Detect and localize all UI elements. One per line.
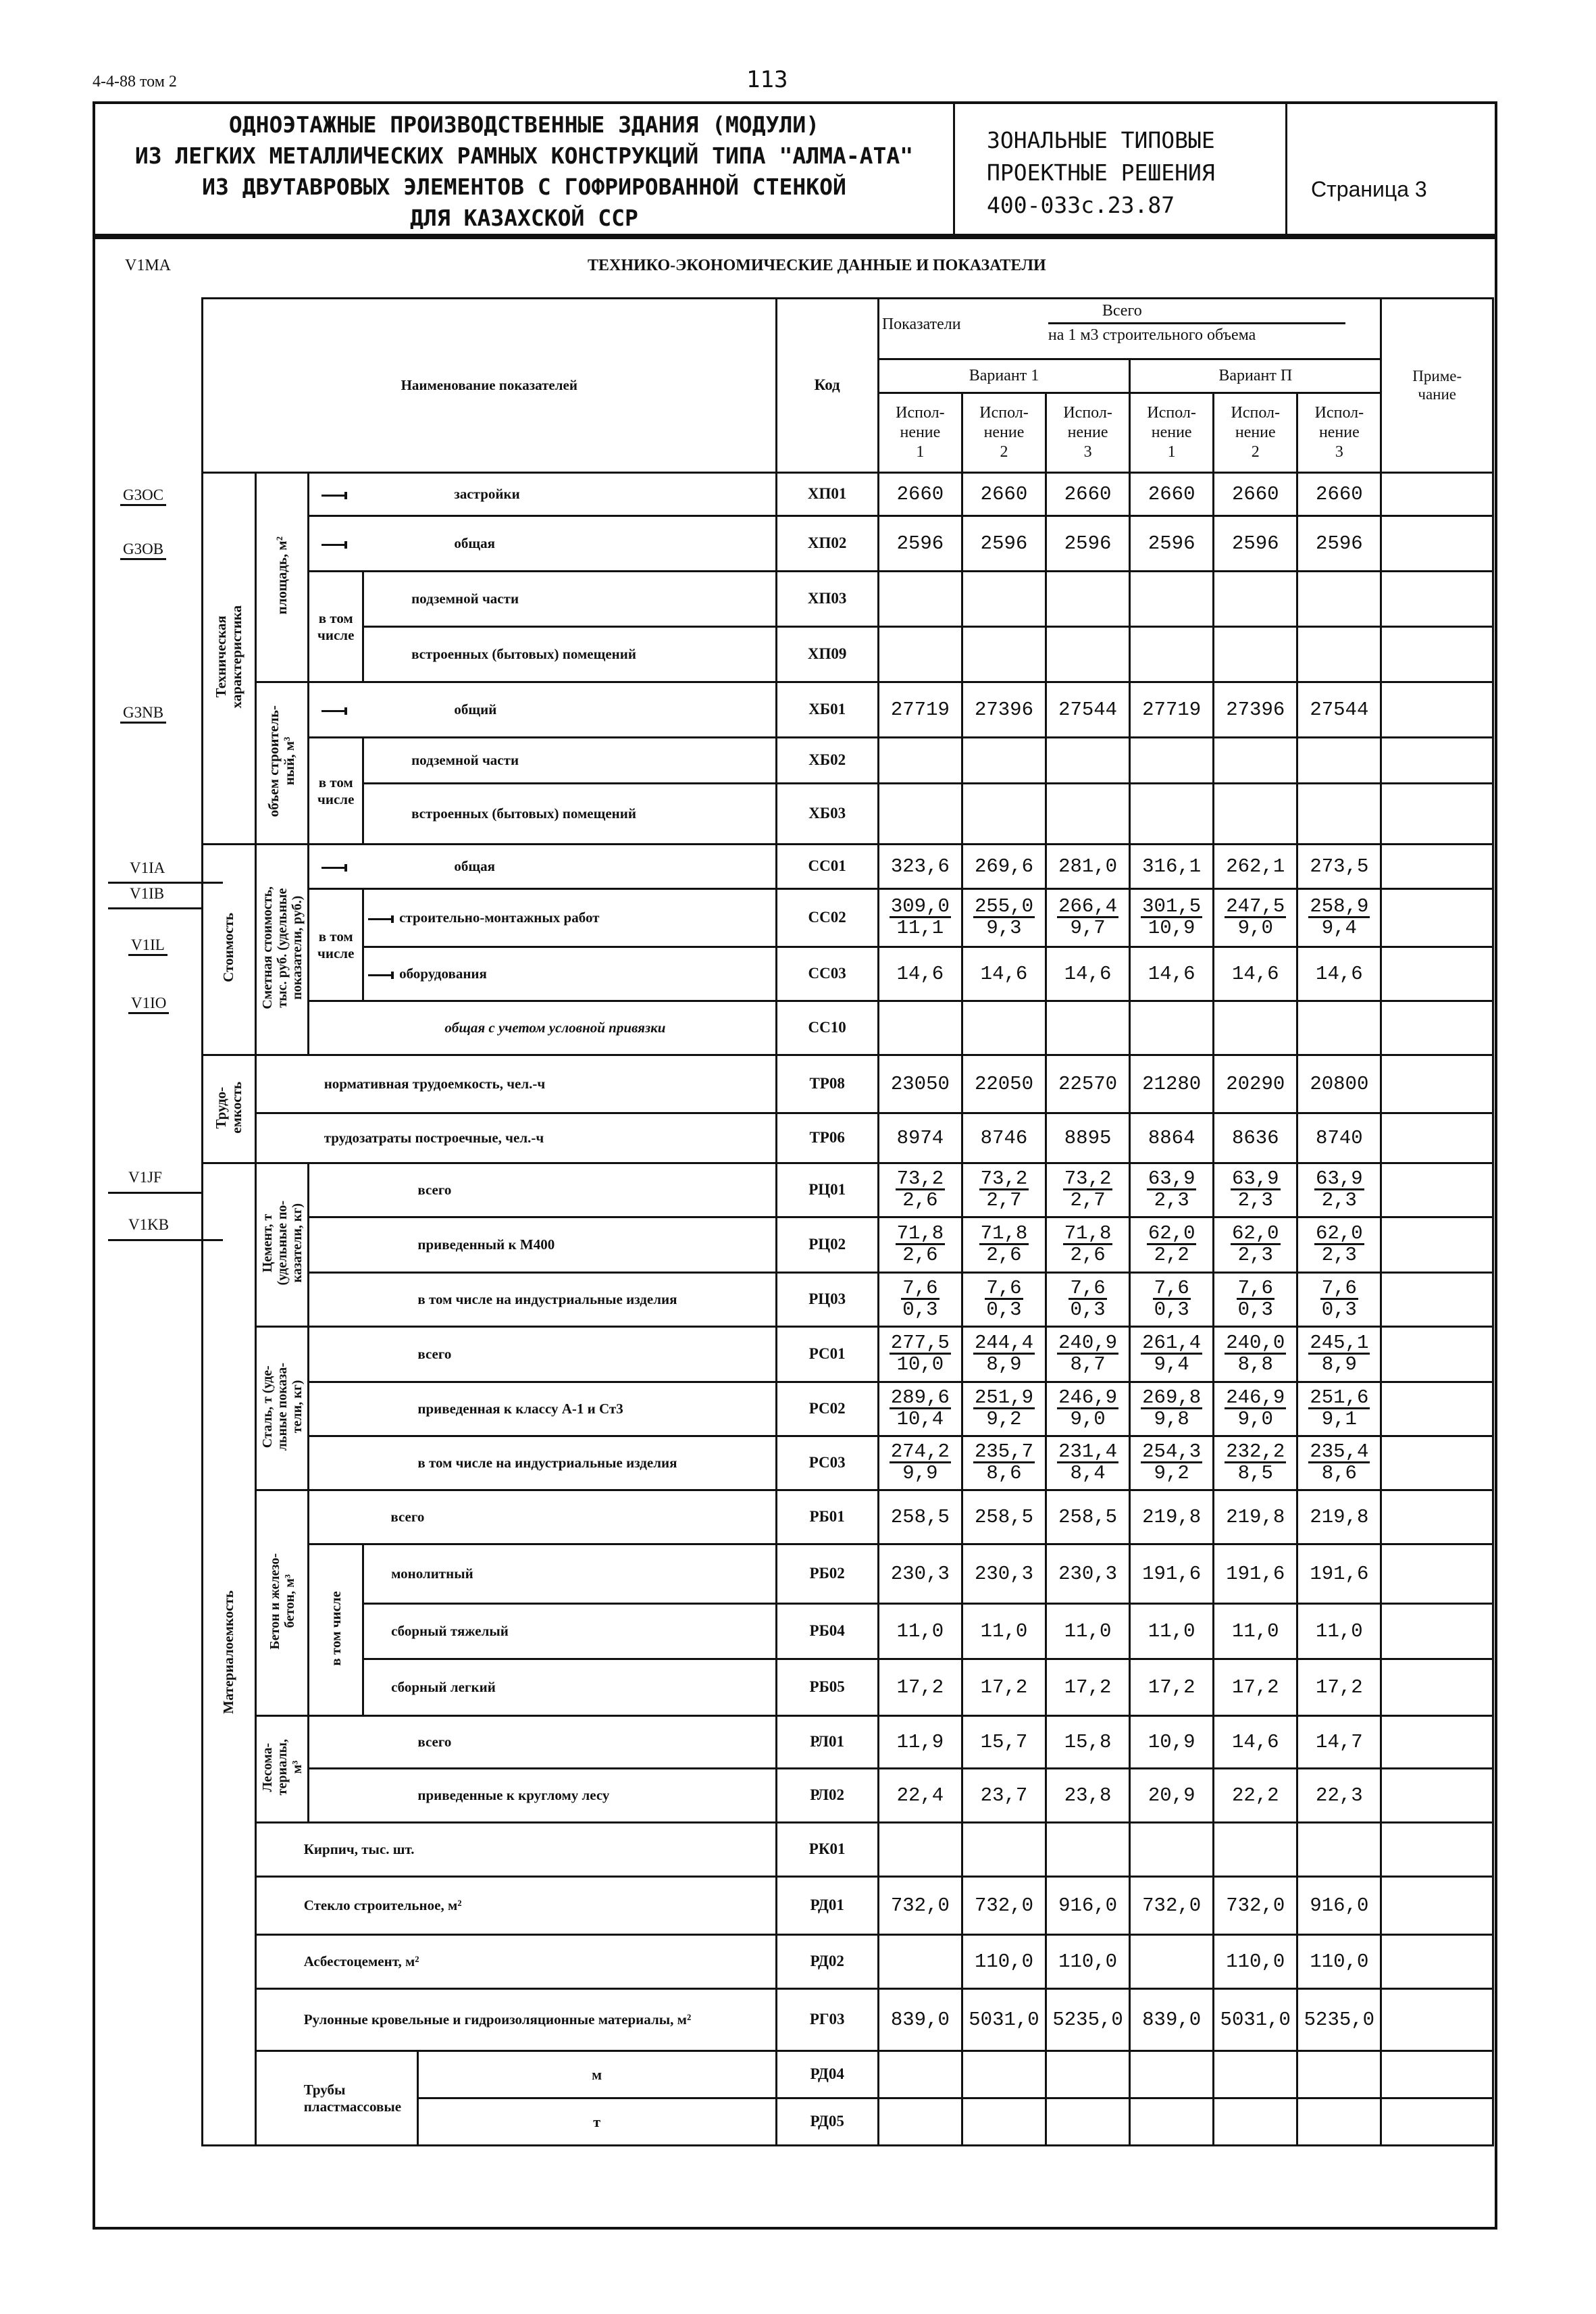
header-exec: Испол- нение 3 xyxy=(1297,393,1381,473)
table-row: общая с учетом условной привязки СС10 xyxy=(203,1001,1493,1055)
table-row: встроенных (бытовых) помещений ХП09 xyxy=(203,627,1493,682)
table-row: Трудо- емкость нормативная трудоемкость, чел.-ч ТР08 23050 22050 22570 21280 20290 20800 xyxy=(203,1055,1493,1113)
table-row: оборудования СС03 14,6 14,6 14,6 14,6 14,6 14,6 xyxy=(203,947,1493,1001)
table-row: Бетон и железо- бетон, м³ всего РБ01 258,5 258,5 258,5 219,8 219,8 219,8 xyxy=(203,1490,1493,1544)
table-row: Рулонные кровельные и гидроизоляционные материалы, м² РГ03 839,0 5031,0 5235,0 839,0 5031,0 5235,0 xyxy=(203,1989,1493,2051)
table-row: приведенная к классу А-1 и Ст3 РС02 $\frac{289,6}{10,4}$ $\frac{251,9}{9,2}$ $\frac{246,9}{9,0}$ $\frac{269,8}{9,8}$ $\frac{246,9}{9,0}$ $\frac{251,6}{9,1}$ xyxy=(203,1382,1493,1436)
group-timber: Лесома- териалы, м³ xyxy=(255,1716,309,1823)
side-code: V1IA xyxy=(130,859,165,876)
tech-economic-table xyxy=(201,297,1494,2146)
table-row: трудозатраты построечные, чел.-ч ТР06 8974 8746 8895 8864 8636 8740 xyxy=(203,1113,1493,1163)
table-row: приведенный к М400 РЦ02 $\frac{71,8}{2,6}$ $\frac{71,8}{2,6}$ $\frac{71,8}{2,6}$ $\frac{62,0}{2,2}$ $\frac{62,0}{2,3}$ $\frac{62,0}{2,3}$ xyxy=(203,1217,1493,1273)
table-row: сборный легкий РБ05 17,2 17,2 17,2 17,2 17,2 17,2 xyxy=(203,1659,1493,1716)
header-name: Наименование показателей xyxy=(203,299,777,473)
header-code: Код xyxy=(776,299,878,473)
table-row: приведенные к круглому лесу РЛ02 22,4 23,7 23,8 20,9 22,2 22,3 xyxy=(203,1769,1493,1823)
table-row: в том числе строительно-монтажных работ СС02 $\frac{309,0}{11,1}$ $\frac{255,0}{9,3}$ $\frac{266,4}{9,7}$ $\frac{301,5}{10,9}$ $\frac{247,5}{9,0}$ $\frac{258,9}{9,4}$ xyxy=(203,889,1493,947)
side-code: V1JF xyxy=(128,1169,162,1186)
table-row: встроенных (бытовых) помещений ХБ03 xyxy=(203,784,1493,845)
title-block xyxy=(93,101,1497,236)
doc-reference: 4-4-88 том 2 xyxy=(93,73,177,91)
incl-label: в том числе xyxy=(309,572,363,682)
side-code: V1KB xyxy=(128,1216,170,1233)
header-note: Приме- чание xyxy=(1381,299,1493,473)
side-code: G3OC xyxy=(120,486,166,506)
page-label: Страница 3 xyxy=(1311,177,1427,201)
incl-vert-label: в том числе xyxy=(309,1544,363,1716)
table-row: Техническая характеристика площадь, м² застройки ХП01 2660 2660 2660 2660 2660 2660 xyxy=(203,473,1493,516)
side-code: V1IB xyxy=(130,885,165,902)
table-row: Кирпич, тыс. шт. РК01 xyxy=(203,1823,1493,1877)
header-variant2: Вариант П xyxy=(1130,359,1381,393)
table-row: сборный тяжелый РБ04 11,0 11,0 11,0 11,0 11,0 11,0 xyxy=(203,1604,1493,1659)
side-code: G3OB xyxy=(120,540,166,560)
header-exec: Испол- нение 1 xyxy=(1130,393,1214,473)
table-row: Трубы пластмассовые м РД04 xyxy=(203,2051,1493,2098)
incl-label: в том числе xyxy=(309,738,363,845)
table-row: т РД05 xyxy=(203,2098,1493,2146)
group-labor: Трудо- емкость xyxy=(203,1055,256,1163)
table-row: в том числе подземной части ХБ02 xyxy=(203,738,1493,784)
incl-label: в том числе xyxy=(309,889,363,1001)
group-steel: Сталь, т (уде- льные показа- тели, кг) xyxy=(255,1327,309,1490)
header-variant1: Вариант 1 xyxy=(878,359,1129,393)
table-row: в том числе на индустриальные изделия РЦ03 $\frac{7,6}{0,3}$ $\frac{7,6}{0,3}$ $\frac{7,6}{0,3}$ $\frac{7,6}{0,3}$ $\frac{7,6}{0,3}$ $\frac{7,6}{0,3}$ xyxy=(203,1273,1493,1327)
table-row: общая ХП02 2596 2596 2596 2596 2596 2596 xyxy=(203,516,1493,572)
table-row: Стекло строительное, м² РД01 732,0 732,0 916,0 732,0 732,0 916,0 xyxy=(203,1877,1493,1935)
page-number: 113 xyxy=(746,66,788,93)
header-exec: Испол- нение 3 xyxy=(1046,393,1130,473)
side-code: G3NB xyxy=(120,704,166,724)
table-row: в том числе подземной части ХП03 xyxy=(203,572,1493,627)
table-row: Сталь, т (уде- льные показа- тели, кг) всего РС01 $\frac{277,5}{10,0}$ $\frac{244,4}{8,9}$ $\frac{240,9}{8,7}$ $\frac{261,4}{9,4}$ $\frac{240,0}{8,8}$ $\frac{245,1}{8,9}$ xyxy=(203,1327,1493,1382)
side-code: V1IL xyxy=(128,936,168,956)
table-row: Асбестоцемент, м² РД02 110,0 110,0 110,0 110,0 xyxy=(203,1935,1493,1989)
table-row: в том числе на индустриальные изделия РС03 $\frac{274,2}{9,9}$ $\frac{235,7}{8,6}$ $\frac{231,4}{8,4}$ $\frac{254,3}{9,2}$ $\frac{232,2}{8,5}$ $\frac{235,4}{8,6}$ xyxy=(203,1436,1493,1490)
document-title: ОДНОЭТАЖНЫЕ ПРОИЗВОДСТВЕННЫЕ ЗДАНИЯ (МОДУЛИ) ИЗ ЛЕГКИХ МЕТАЛЛИЧЕСКИХ РАМНЫХ КОНСТРУКЦИЙ ТИПА "АЛМА-АТА" ИЗ ДВУТАВРОВЫХ ЭЛЕМЕНТОВ С ГОФРИРОВАННОЙ СТЕНКОЙ ДЛЯ КАЗАХСКОЙ ССР xyxy=(134,111,914,231)
table-row: Лесома- териалы, м³ всего РЛ01 11,9 15,7 15,8 10,9 14,6 14,7 xyxy=(203,1716,1493,1769)
group-material: Материалоемкость xyxy=(203,1163,256,2146)
group-area: площадь, м² xyxy=(255,473,309,682)
section-code: V1MA xyxy=(125,257,172,274)
table-row: в том числе монолитный РБ02 230,3 230,3 230,3 191,6 191,6 191,6 xyxy=(203,1544,1493,1604)
group-volume: объем строитель- ный, м³ xyxy=(255,682,309,845)
group-cost: Стоимость xyxy=(203,845,256,1055)
header-exec: Испол- нение 1 xyxy=(878,393,962,473)
series-designation: ЗОНАЛЬНЫЕ ТИПОВЫЕ ПРОЕКТНЫЕ РЕШЕНИЯ 400-033с.23.87 xyxy=(987,127,1215,218)
header-exec: Испол- нение 2 xyxy=(1214,393,1297,473)
section-title: ТЕХНИКО-ЭКОНОМИЧЕСКИЕ ДАННЫЕ И ПОКАЗАТЕЛИ xyxy=(588,257,1046,274)
table-row: объем строитель- ный, м³ общий ХБ01 27719 27396 27544 27719 27396 27544 xyxy=(203,682,1493,738)
side-code: V1IO xyxy=(128,995,169,1014)
group-concrete: Бетон и железо- бетон, м³ xyxy=(255,1490,309,1716)
header-exec: Испол- нение 2 xyxy=(962,393,1046,473)
table-row: Материалоемкость Цемент, т (удельные по- казатели, кг) всего РЦ01 $\frac{73,2}{2,6}$ $\frac{73,2}{2,7}$ $\frac{73,2}{2,7}$ $\frac{63,9}{2,3}$ $\frac{63,9}{2,3}$ $\frac{63,9}{2,3}$ xyxy=(203,1163,1493,1217)
group-tech: Техническая характеристика xyxy=(203,473,256,845)
group-cost-sub: Сметная стоимость, тыс. руб. (удельные показатели, руб.) xyxy=(255,845,309,1055)
header-indicators: Показатели Всего на 1 м3 строительного объема xyxy=(878,299,1381,359)
table-row: Стоимость Сметная стоимость, тыс. руб. (удельные показатели, руб.) общая СС01 323,6 269,6 281,0 316,1 262,1 273,5 xyxy=(203,845,1493,889)
group-cement: Цемент, т (удельные по- казатели, кг) xyxy=(255,1163,309,1327)
